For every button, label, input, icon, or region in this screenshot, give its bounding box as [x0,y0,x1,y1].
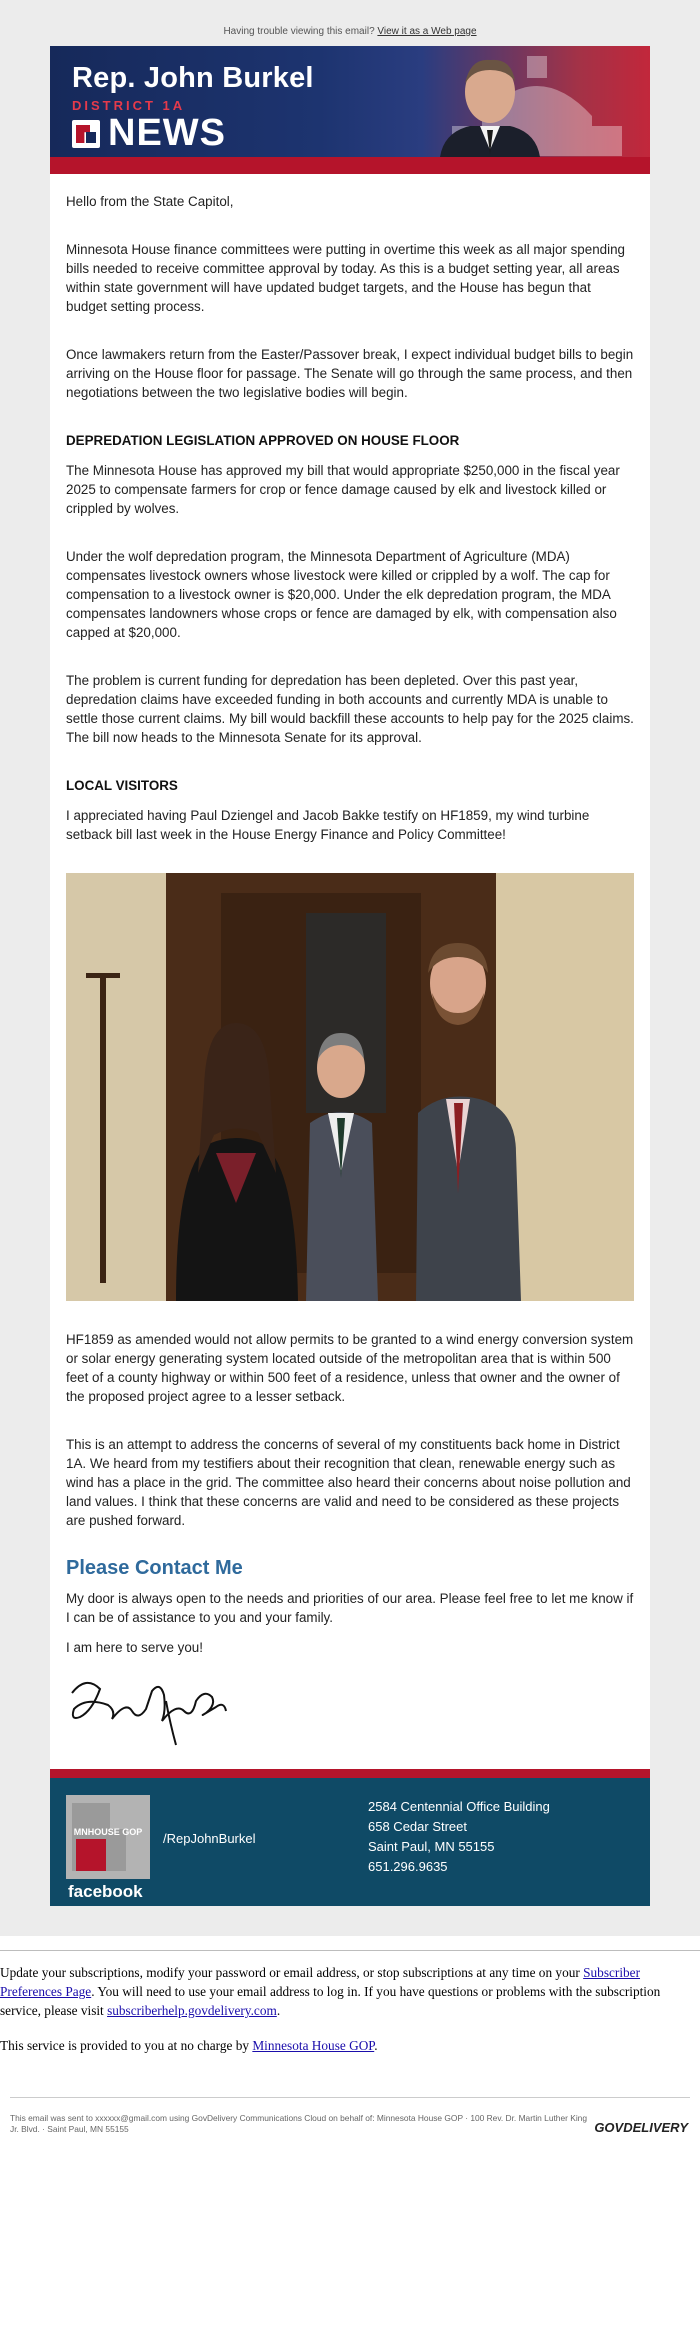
banner-district: DISTRICT 1A [72,98,186,113]
email-card [50,46,650,1769]
paragraph-break: Once lawmakers return from the Easter/Passover break, I expect individual budget bills to begin arriving on the House floor for passage. The Senate will go through the same process, and then negotiations between the two legislative bodies will begin. [66,347,634,400]
footer [50,1778,650,1906]
address-line: 658 Cedar Street [368,1819,468,1834]
paragraph-concerns: This is an attempt to address the concerns of several of my constituents back home in District 1A. We heard from my testifiers about their recognition that clean, renewable energy such as wind has a place in the grid. The committee also heard their concerns about noise pollution and land values. I think that these concerns are valid and need to be considered as these projects are pushed forward. [66,1437,631,1528]
top-note [0,26,700,37]
paragraph-serve: I am here to serve you! [66,1640,203,1655]
paragraph-depredation-bill: The Minnesota House has approved my bill that would appropriate $250,000 in the fiscal year 2025 to compensate farmers for crop or fence damage caused by elk and livestock killed or crippled by wolves. [66,463,620,516]
banner-name: Rep. John Burkel [72,62,314,94]
header-banner [50,46,650,174]
phone-number: 651.296.9635 [368,1859,448,1874]
web-page-link[interactable]: View it as a Web page [377,26,477,37]
paragraph-hf1859: HF1859 as amended would not allow permits to be granted to a wind energy conversion system or solar energy generating system located outside of the metropolitan area that is within 500 feet of a county highway or within 500 feet of a residence, unless that owner and the owner of the proposed project agree to a lesser setback. [66,1332,634,1404]
heading-local-visitors: LOCAL VISITORS [66,778,178,793]
footer-stripe [50,1769,650,1778]
banner-news: NEWS [108,112,226,154]
house-gop-link[interactable]: Minnesota House GOP [252,2038,375,2053]
office-address [368,1797,550,1877]
paragraph-door-open: My door is always open to the needs and priorities of our area. Please feel free to let me know if I can be of assistance to you and your family. [66,1591,634,1625]
logo-text: MNHOUSE GOP [73,1827,143,1837]
address-line: Saint Paul, MN 55155 [368,1839,495,1854]
representative-portrait [430,54,550,157]
address-line: 2584 Centennial Office Building [368,1799,550,1814]
bottom-footer [0,2071,700,2145]
email-body [50,174,650,1769]
mn-logo-icon [72,120,100,148]
facebook-link[interactable]: facebook [68,1882,143,1901]
sent-to-text: This email was sent to xxxxxx@gmail.com using GovDelivery Communications Cloud on behalf of: Minnesota House GOP · 100 Rev. Dr. Martin Luther King Jr. Blvd. · Saint Paul, MN 55155 [10,2113,588,2134]
govdelivery-logo[interactable]: GOVDELIVERY [594,2120,688,2135]
paragraph-budget: Minnesota House finance committees were putting in overtime this week as all major spending bills needed to receive committee approval by today. As this is a budget setting year, all areas within state government will have updated budget targets, and the House has begun that budget setting process. [66,242,625,314]
subscriber-preferences-link[interactable]: Subscriber Preferences Page [0,1965,641,1999]
contact-title: Please Contact Me [66,1557,243,1579]
paragraph-funding: The problem is current funding for depredation has been depleted. Over this past year, depredation claims have exceeded funding in both accounts and currently MDA is unable to settle those current claims. My bill would backfill these accounts to help pay for the 2025 claims. The bill now heads to the Minnesota Senate for its approval. [66,673,634,745]
subscription-text: Update your subscriptions, modify your password or email address, or stop subscriptions at any time on your Subscriber Preferences Page. You will need to use your email address to log in. If you have questions or problems with the subscription service, please visit subscriberhelp.govdelivery.com. [0,1965,661,2018]
facebook-handle[interactable]: /RepJohnBurkel [163,1831,256,1846]
greeting: Hello from the State Capitol, [66,194,234,209]
subscriber-help-link[interactable]: subscriberhelp.govdelivery.com [107,2003,277,2018]
heading-depredation: DEPREDATION LEGISLATION APPROVED ON HOUSE FLOOR [66,433,460,448]
mn-house-gop-logo [66,1795,150,1879]
service-provided-text: This service is provided to you at no charge by Minnesota House GOP. [0,2038,378,2053]
paragraph-wolf-program: Under the wolf depredation program, the Minnesota Department of Agriculture (MDA) compensates livestock owners whose livestock were killed or crippled by a wolf. The cap for compensation to a livestock owner is $20,000. Under the elk depredation program, the MDA compensates landowners whose crops or fence are damaged by elk, with compensation also capped at $20,000. [66,549,617,640]
visitors-photo [66,873,634,1301]
subscription-info [0,1936,700,2055]
signature-image [66,1671,236,1747]
paragraph-visitors: I appreciated having Paul Dziengel and Jacob Bakke testify on HF1859, my wind turbine setback bill last week in the House Energy Finance and Policy Committee! [66,808,590,842]
trouble-text: Having trouble viewing this email? [223,26,375,37]
